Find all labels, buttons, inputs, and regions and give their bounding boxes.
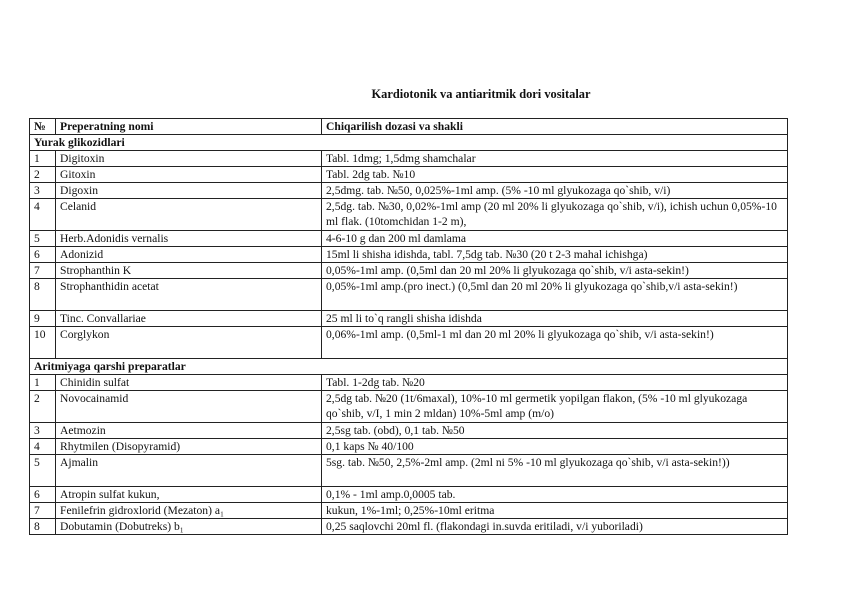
table-body <box>30 135 788 535</box>
table-row <box>30 199 788 231</box>
dose-form: kukun, 1%-1ml; 0,25%-10ml eritma <box>322 503 788 519</box>
table-row <box>30 311 788 327</box>
dose-form: 0,06%-1ml amp. (0,5ml-1 ml dan 20 ml 20% li glyukozaga qo`shib, v/i asta-sekin!) <box>322 327 788 359</box>
dose-form: 2,5dg tab. №20 (1t/6maxal), 10%-10 ml germetik yopilgan flakon, (5% -10 ml glyukozaga qo`shib, v/I, 1 min 2 mldan) 10%-5ml amp (m/o) <box>322 391 788 423</box>
row-number: 2 <box>30 391 56 423</box>
section-row <box>30 135 788 151</box>
table-header-row <box>30 119 788 135</box>
drug-name: Ajmalin <box>56 455 322 487</box>
dose-form: 15ml li shisha idishda, tabl. 7,5dg tab. №30 (20 t 2-3 mahal ichishga) <box>322 247 788 263</box>
row-number: 8 <box>30 279 56 311</box>
table-row <box>30 487 788 503</box>
row-number: 5 <box>30 231 56 247</box>
drug-table <box>29 118 788 535</box>
drug-name: Rhytmilen (Disopyramid) <box>56 439 322 455</box>
row-number: 1 <box>30 375 56 391</box>
row-number: 8 <box>30 519 56 535</box>
row-number: 3 <box>30 183 56 199</box>
row-number: 6 <box>30 487 56 503</box>
table-row <box>30 327 788 359</box>
drug-name: Corglykon <box>56 327 322 359</box>
drug-name: Celanid <box>56 199 322 231</box>
drug-name: Tinc. Convallariae <box>56 311 322 327</box>
table-row <box>30 247 788 263</box>
dose-form: 0,25 saqlovchi 20ml fl. (flakondagi in.suvda eritiladi, v/i yuboriladi) <box>322 519 788 535</box>
drug-name: Adonizid <box>56 247 322 263</box>
row-number: 4 <box>30 439 56 455</box>
table-row <box>30 263 788 279</box>
drug-name: Herb.Adonidis vernalis <box>56 231 322 247</box>
row-number: 2 <box>30 167 56 183</box>
section-title: Aritmiyaga qarshi preparatlar <box>30 359 788 375</box>
drug-name: Strophanthidin acetat <box>56 279 322 311</box>
table-row <box>30 183 788 199</box>
row-number: 6 <box>30 247 56 263</box>
table-row <box>30 503 788 519</box>
dose-form: 5sg. tab. №50, 2,5%-2ml amp. (2ml ni 5% -10 ml glyukozaga qo`shib, v/i asta-sekin!)) <box>322 455 788 487</box>
page-title: Kardiotonik va antiaritmik dori vositalar <box>371 87 591 101</box>
table-row <box>30 375 788 391</box>
drug-name: Strophanthin K <box>56 263 322 279</box>
dose-form: 2,5sg tab. (obd), 0,1 tab. №50 <box>322 423 788 439</box>
table-row <box>30 391 788 423</box>
drug-name: Chinidin sulfat <box>56 375 322 391</box>
table-row <box>30 167 788 183</box>
row-number: 3 <box>30 423 56 439</box>
header-drug-name: Preperatning nomi <box>56 119 322 135</box>
drug-name: Novocainamid <box>56 391 322 423</box>
dose-form: 2,5dg. tab. №30, 0,02%-1ml amp (20 ml 20% li glyukozaga qo`shib, v/i), ichish uchun 0,05%-10 ml flak. (10tomchidan 1-2 m), <box>322 199 788 231</box>
table-row <box>30 231 788 247</box>
row-number: 10 <box>30 327 56 359</box>
dose-form: 0,05%-1ml amp.(pro inect.) (0,5ml dan 20 ml 20% li glyukozaga qo`shib,v/i asta-sekin!) <box>322 279 788 311</box>
table-row <box>30 439 788 455</box>
table-row <box>30 423 788 439</box>
section-title: Yurak glikozidlari <box>30 135 788 151</box>
table-row <box>30 279 788 311</box>
section-row <box>30 359 788 375</box>
table-row <box>30 455 788 487</box>
row-number: 7 <box>30 263 56 279</box>
dose-form: 0,1% - 1ml amp.0,0005 tab. <box>322 487 788 503</box>
table-row <box>30 519 788 535</box>
header-dose-form: Chiqarilish dozasi va shakli <box>322 119 788 135</box>
drug-name: Aetmozin <box>56 423 322 439</box>
row-number: 7 <box>30 503 56 519</box>
drug-name: Dobutamin (Dobutreks) b₁ <box>56 519 322 535</box>
row-number: 1 <box>30 151 56 167</box>
dose-form: 4-6-10 g dan 200 ml damlama <box>322 231 788 247</box>
dose-form: Tabl. 1-2dg tab. №20 <box>322 375 788 391</box>
drug-name: Digitoxin <box>56 151 322 167</box>
drug-name: Atropin sulfat kukun, <box>56 487 322 503</box>
drug-name: Fenilefrin gidroxlorid (Mezaton) a₁ <box>56 503 322 519</box>
drug-name: Digoxin <box>56 183 322 199</box>
dose-form: Tabl. 2dg tab. №10 <box>322 167 788 183</box>
row-number: 9 <box>30 311 56 327</box>
dose-form: 0,1 kaps № 40/100 <box>322 439 788 455</box>
drug-name: Gitoxin <box>56 167 322 183</box>
table-row <box>30 151 788 167</box>
row-number: 4 <box>30 199 56 231</box>
dose-form: 25 ml li to`q rangli shisha idishda <box>322 311 788 327</box>
dose-form: 0,05%-1ml amp. (0,5ml dan 20 ml 20% li glyukozaga qo`shib, v/i asta-sekin!) <box>322 263 788 279</box>
dose-form: Tabl. 1dmg; 1,5dmg shamchalar <box>322 151 788 167</box>
header-number: № <box>30 119 56 135</box>
row-number: 5 <box>30 455 56 487</box>
dose-form: 2,5dmg. tab. №50, 0,025%-1ml amp. (5% -10 ml glyukozaga qo`shib, v/i) <box>322 183 788 199</box>
